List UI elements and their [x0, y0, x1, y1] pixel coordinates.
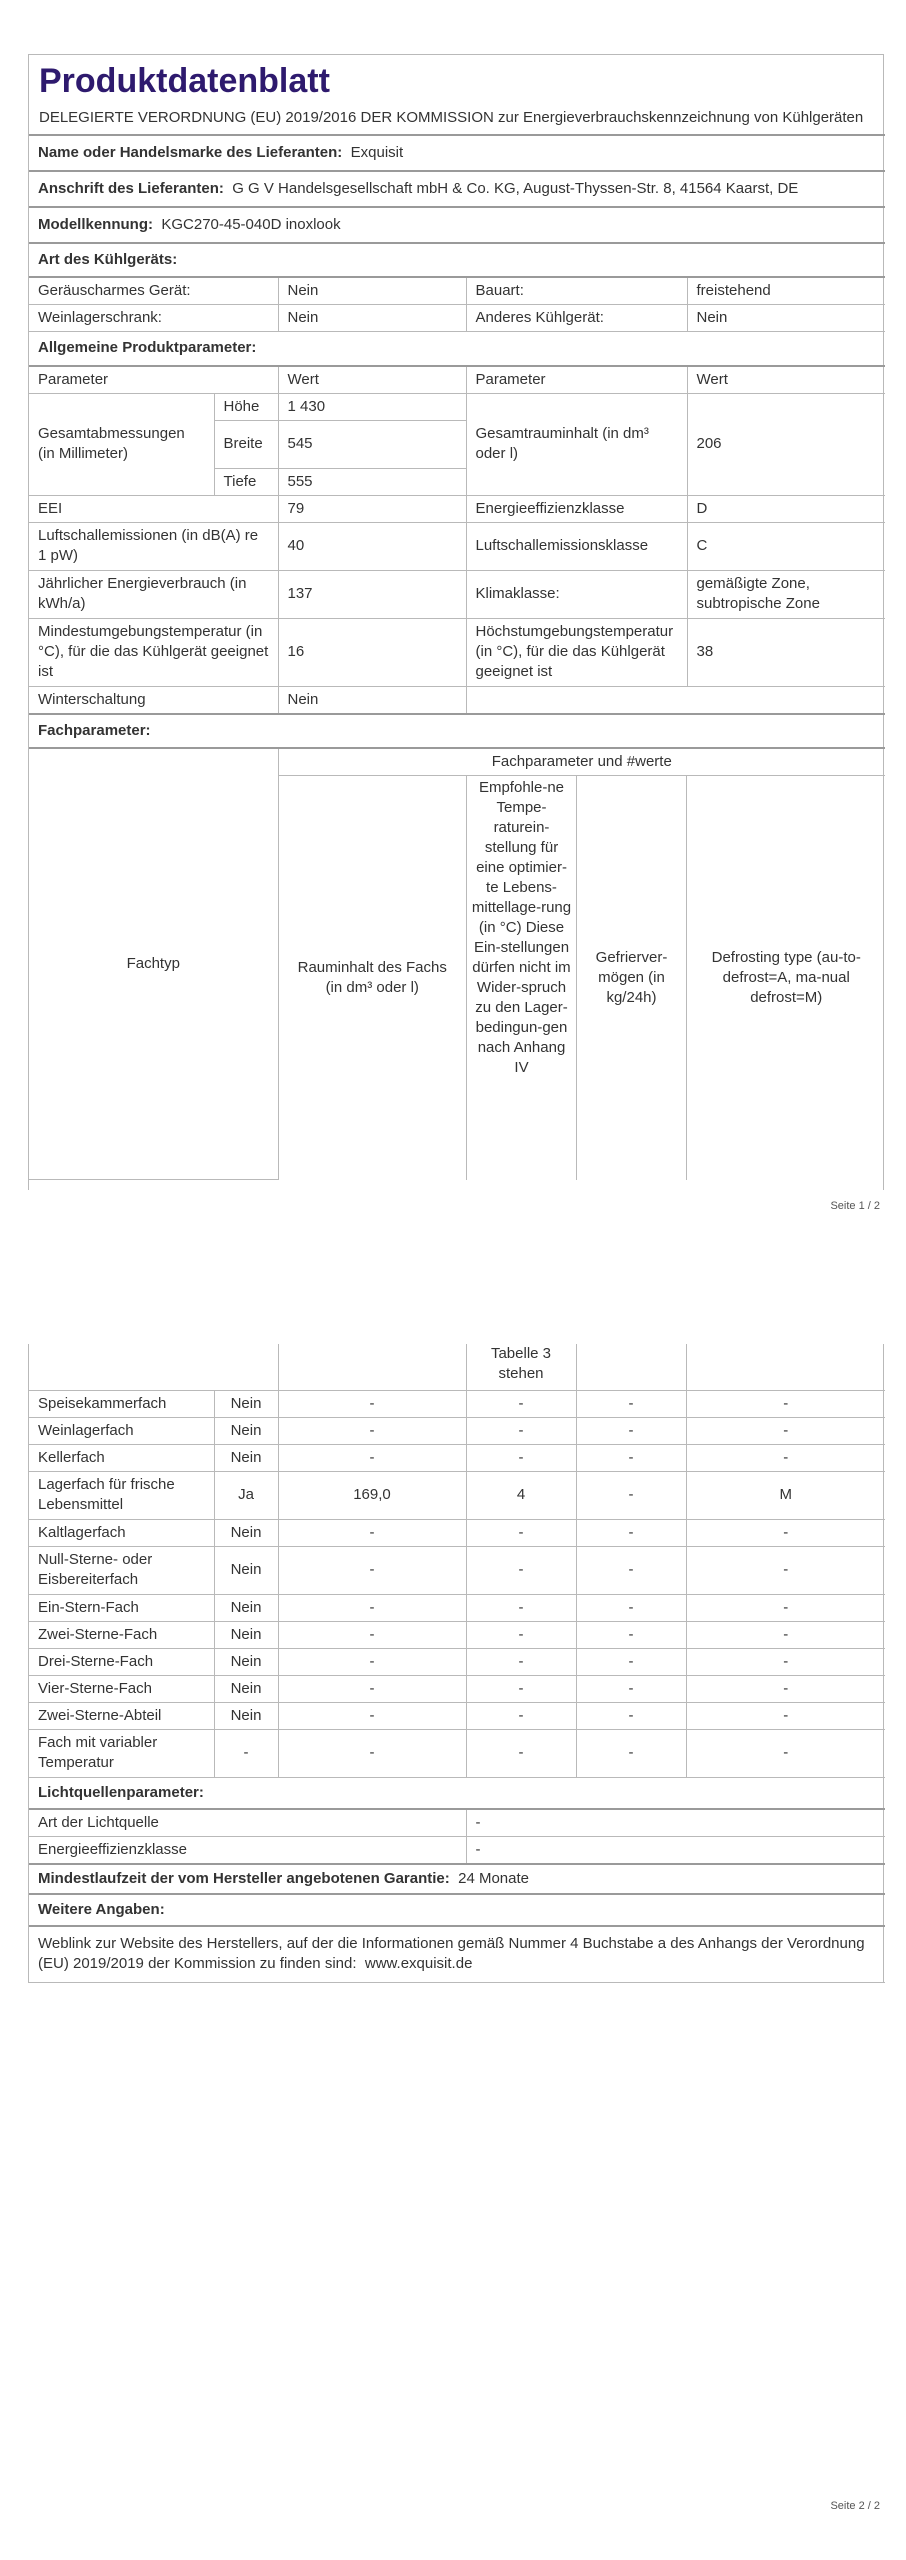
compartment-volume: -	[278, 1444, 466, 1471]
compartment-volume: 169,0	[278, 1471, 466, 1519]
light-source-type-value: -	[466, 1809, 885, 1837]
compartment-type-continued	[29, 1344, 278, 1390]
compartment-freezing-capacity: -	[576, 1546, 686, 1594]
compartment-temperature: -	[466, 1648, 576, 1675]
general-parameters-heading: Allgemeine Produktparameter:	[29, 332, 885, 366]
volume-header: Rauminhalt des Fachs (in dm³ oder l)	[279, 776, 467, 1180]
compartment-row	[29, 1702, 885, 1729]
noise-class-value: C	[687, 522, 885, 570]
light-energy-class-label: Energieeffizienzklasse	[29, 1837, 466, 1865]
compartment-temperature: -	[466, 1519, 576, 1546]
compartment-freezing-capacity: -	[576, 1390, 686, 1417]
defrosting-type-header: Defrosting type (au-to-defrost=A, ma-nual defrost=M)	[687, 776, 886, 1180]
compartment-name: Speisekammerfach	[29, 1390, 214, 1417]
compartment-freezing-capacity: -	[576, 1594, 686, 1621]
compartment-parameters-heading: Fachparameter:	[29, 714, 885, 748]
compartment-freezing-capacity: -	[576, 1702, 686, 1729]
other-appliance-label: Anderes Kühlgerät:	[466, 305, 687, 332]
eei-label: EEI	[29, 495, 278, 522]
compartment-present: Nein	[214, 1621, 278, 1648]
page-title: Produktdatenblatt	[39, 62, 330, 100]
compartment-temperature: -	[466, 1594, 576, 1621]
noise-emission-label: Luftschallemissionen (in dB(A) re 1 pW)	[29, 522, 278, 570]
compartment-name: Lagerfach für frische Lebensmittel	[29, 1471, 214, 1519]
compartment-subheader-table	[279, 776, 886, 1180]
compartment-present: Ja	[214, 1471, 278, 1519]
compartment-parameters-group-header: Fachparameter und #werte	[278, 748, 885, 776]
compartment-row	[29, 1444, 885, 1471]
freezing-capacity-header: Gefrierver-mögen (in kg/24h)	[577, 776, 687, 1180]
temperature-header-continued: Tabelle 3 stehen	[466, 1344, 576, 1390]
compartment-freezing-capacity: -	[576, 1621, 686, 1648]
energy-class-value: D	[687, 495, 885, 522]
light-energy-class-value: -	[466, 1837, 885, 1865]
model-value: KGC270-45-040D inoxlook	[161, 216, 341, 233]
noise-class-label: Luftschallemissionsklasse	[466, 522, 687, 570]
compartment-volume: -	[278, 1390, 466, 1417]
compartment-present: -	[214, 1729, 278, 1777]
compartment-volume: -	[278, 1621, 466, 1648]
compartment-temperature: 4	[466, 1471, 576, 1519]
compartment-defrost-type: -	[686, 1648, 885, 1675]
compartment-name: Fach mit variabler Temperatur	[29, 1729, 214, 1777]
compartment-row	[29, 1729, 885, 1777]
compartment-defrost-type: M	[686, 1471, 885, 1519]
compartment-row	[29, 1519, 885, 1546]
compartment-name: Zwei-Sterne-Fach	[29, 1621, 214, 1648]
manufacturer-link[interactable]: www.exquisit.de	[364, 1955, 473, 1973]
compartment-temperature: -	[466, 1444, 576, 1471]
compartment-volume: -	[278, 1594, 466, 1621]
defrost-header-continued	[686, 1344, 885, 1390]
page-2	[0, 1224, 906, 2560]
model-label: Modellkennung:	[38, 216, 153, 233]
climate-class-label: Klimaklasse:	[466, 570, 687, 618]
volume-header-continued	[278, 1344, 466, 1390]
compartment-row	[29, 1594, 885, 1621]
compartment-temperature: -	[466, 1390, 576, 1417]
climate-class-value: gemäßigte Zone, subtropische Zone	[687, 570, 885, 618]
compartment-defrost-type: -	[686, 1594, 885, 1621]
compartment-defrost-type: -	[686, 1417, 885, 1444]
width-value: 545	[278, 420, 466, 468]
compartment-volume: -	[278, 1702, 466, 1729]
compartment-present: Nein	[214, 1546, 278, 1594]
width-label: Breite	[214, 420, 278, 468]
compartment-present: Nein	[214, 1519, 278, 1546]
compartment-name: Ein-Stern-Fach	[29, 1594, 214, 1621]
parameter-header: Parameter	[29, 366, 278, 394]
compartment-freezing-capacity: -	[576, 1648, 686, 1675]
compartment-volume: -	[278, 1648, 466, 1675]
datasheet-table-page-1	[29, 55, 885, 1180]
eei-value: 79	[278, 495, 466, 522]
total-volume-value: 206	[687, 393, 885, 495]
compartment-row	[29, 1546, 885, 1594]
design-value: freistehend	[687, 277, 885, 305]
other-appliance-value: Nein	[687, 305, 885, 332]
compartment-present: Nein	[214, 1594, 278, 1621]
compartment-defrost-type: -	[686, 1390, 885, 1417]
compartment-row	[29, 1471, 885, 1519]
compartment-present: Nein	[214, 1702, 278, 1729]
supplier-row	[29, 135, 885, 171]
total-volume-label: Gesamtrauminhalt (in dm³ oder l)	[466, 393, 687, 495]
model-row	[29, 207, 885, 243]
datasheet-frame-page-1	[28, 54, 884, 1190]
max-ambient-temp-value: 38	[687, 618, 885, 686]
warranty-label: Mindestlaufzeit der vom Hersteller angebotenen Garantie:	[38, 1870, 450, 1887]
compartment-defrost-type: -	[686, 1621, 885, 1648]
supplier-value: Exquisit	[350, 144, 404, 161]
compartment-row	[29, 1648, 885, 1675]
compartment-name: Drei-Sterne-Fach	[29, 1648, 214, 1675]
compartment-defrost-type: -	[686, 1702, 885, 1729]
compartment-row	[29, 1621, 885, 1648]
compartment-type-header: Fachtyp	[29, 748, 278, 1180]
compartment-subheader-cell	[278, 775, 885, 1180]
further-info-text: Weblink zur Website des Herstellers, auf der die Informationen gemäß Nummer 4 Buchstabe a des Anhangs der Verordnung (EU) 2019/2019 der Kommission zu finden sind:	[38, 1935, 865, 1973]
compartment-volume: -	[278, 1546, 466, 1594]
annual-energy-value: 137	[278, 570, 466, 618]
parameter-header-2: Parameter	[466, 366, 687, 394]
compartment-volume: -	[278, 1675, 466, 1702]
compartment-present: Nein	[214, 1648, 278, 1675]
compartment-temperature: -	[466, 1417, 576, 1444]
compartment-freezing-capacity: -	[576, 1444, 686, 1471]
address-row	[29, 171, 885, 207]
winter-switch-label: Winterschaltung	[29, 686, 278, 714]
light-source-heading: Lichtquellenparameter:	[29, 1777, 885, 1809]
compartment-name: Weinlagerfach	[29, 1417, 214, 1444]
appliance-type-heading: Art des Kühlgeräts:	[29, 243, 885, 277]
title-cell	[29, 55, 885, 135]
compartment-volume: -	[278, 1417, 466, 1444]
page-1	[0, 0, 906, 1224]
compartment-freezing-capacity: -	[576, 1675, 686, 1702]
compartment-volume: -	[278, 1729, 466, 1777]
height-label: Höhe	[214, 393, 278, 420]
compartment-temperature: -	[466, 1621, 576, 1648]
compartment-defrost-type: -	[686, 1519, 885, 1546]
freezing-header-continued	[576, 1344, 686, 1390]
low-noise-label: Geräuscharmes Gerät:	[29, 277, 278, 305]
compartment-name: Vier-Sterne-Fach	[29, 1675, 214, 1702]
compartment-defrost-type: -	[686, 1444, 885, 1471]
compartment-freezing-capacity: -	[576, 1471, 686, 1519]
compartment-present: Nein	[214, 1675, 278, 1702]
compartment-name: Kellerfach	[29, 1444, 214, 1471]
value-header: Wert	[278, 366, 466, 394]
depth-label: Tiefe	[214, 468, 278, 495]
wine-cabinet-value: Nein	[278, 305, 466, 332]
design-label: Bauart:	[466, 277, 687, 305]
compartment-defrost-type: -	[686, 1675, 885, 1702]
compartment-name: Kaltlagerfach	[29, 1519, 214, 1546]
compartment-temperature: -	[466, 1546, 576, 1594]
compartment-present: Nein	[214, 1444, 278, 1471]
height-value: 1 430	[278, 393, 466, 420]
address-label: Anschrift des Lieferanten:	[38, 180, 224, 197]
warranty-row	[29, 1864, 885, 1894]
datasheet-frame-page-2	[28, 1344, 884, 1983]
annual-energy-label: Jährlicher Energieverbrauch (in kWh/a)	[29, 570, 278, 618]
compartment-row	[29, 1675, 885, 1702]
energy-class-label: Energieeffizienzklasse	[466, 495, 687, 522]
compartment-row	[29, 1390, 885, 1417]
regulation-subtitle: DELEGIERTE VERORDNUNG (EU) 2019/2016 DER KOMMISSION zur Energieverbrauchskennzeichnung von Kühlgeräten	[39, 109, 864, 126]
light-source-type-label: Art der Lichtquelle	[29, 1809, 466, 1837]
compartment-defrost-type: -	[686, 1729, 885, 1777]
further-info-row	[29, 1926, 885, 1982]
temperature-header: Empfohle-ne Tempe-raturein-stellung für eine optimier-te Lebens-mittellage-rung (in °C) Diese Ein-stellungen dürfen nicht im Wider-spruch zu den Lager-bedingun-gen nach Anhang IV	[467, 776, 577, 1180]
compartment-name: Null-Sterne- oder Eisbereiterfach	[29, 1546, 214, 1594]
value-header-2: Wert	[687, 366, 885, 394]
compartment-temperature: -	[466, 1729, 576, 1777]
compartment-temperature: -	[466, 1675, 576, 1702]
min-ambient-temp-label: Mindestumgebungstemperatur (in °C), für die das Kühlgerät geeignet ist	[29, 618, 278, 686]
compartment-temperature: -	[466, 1702, 576, 1729]
compartment-freezing-capacity: -	[576, 1519, 686, 1546]
page-number-2: Seite 2 / 2	[830, 2500, 880, 2512]
compartment-volume: -	[278, 1519, 466, 1546]
compartment-freezing-capacity: -	[576, 1729, 686, 1777]
depth-value: 555	[278, 468, 466, 495]
dimensions-label: Gesamtabmessungen (in Millimeter)	[29, 393, 214, 495]
low-noise-value: Nein	[278, 277, 466, 305]
noise-emission-value: 40	[278, 522, 466, 570]
compartment-freezing-capacity: -	[576, 1417, 686, 1444]
max-ambient-temp-label: Höchstumgebungstemperatur (in °C), für die das Kühlgerät geeignet ist	[466, 618, 687, 686]
wine-cabinet-label: Weinlagerschrank:	[29, 305, 278, 332]
compartment-defrost-type: -	[686, 1546, 885, 1594]
winter-switch-value: Nein	[278, 686, 466, 714]
further-info-heading: Weitere Angaben:	[29, 1894, 885, 1926]
compartment-row	[29, 1417, 885, 1444]
min-ambient-temp-value: 16	[278, 618, 466, 686]
datasheet-table-page-2	[29, 1344, 885, 1983]
compartment-present: Nein	[214, 1417, 278, 1444]
supplier-label: Name oder Handelsmarke des Lieferanten:	[38, 144, 343, 161]
page-number-1: Seite 1 / 2	[830, 1200, 880, 1212]
compartment-rows	[29, 1390, 885, 1777]
compartment-name: Zwei-Sterne-Abteil	[29, 1702, 214, 1729]
warranty-value: 24 Monate	[458, 1870, 529, 1887]
empty-cell	[466, 686, 885, 714]
compartment-present: Nein	[214, 1390, 278, 1417]
address-value: G G V Handelsgesellschaft mbH & Co. KG, August-Thyssen-Str. 8, 41564 Kaarst, DE	[232, 180, 799, 197]
